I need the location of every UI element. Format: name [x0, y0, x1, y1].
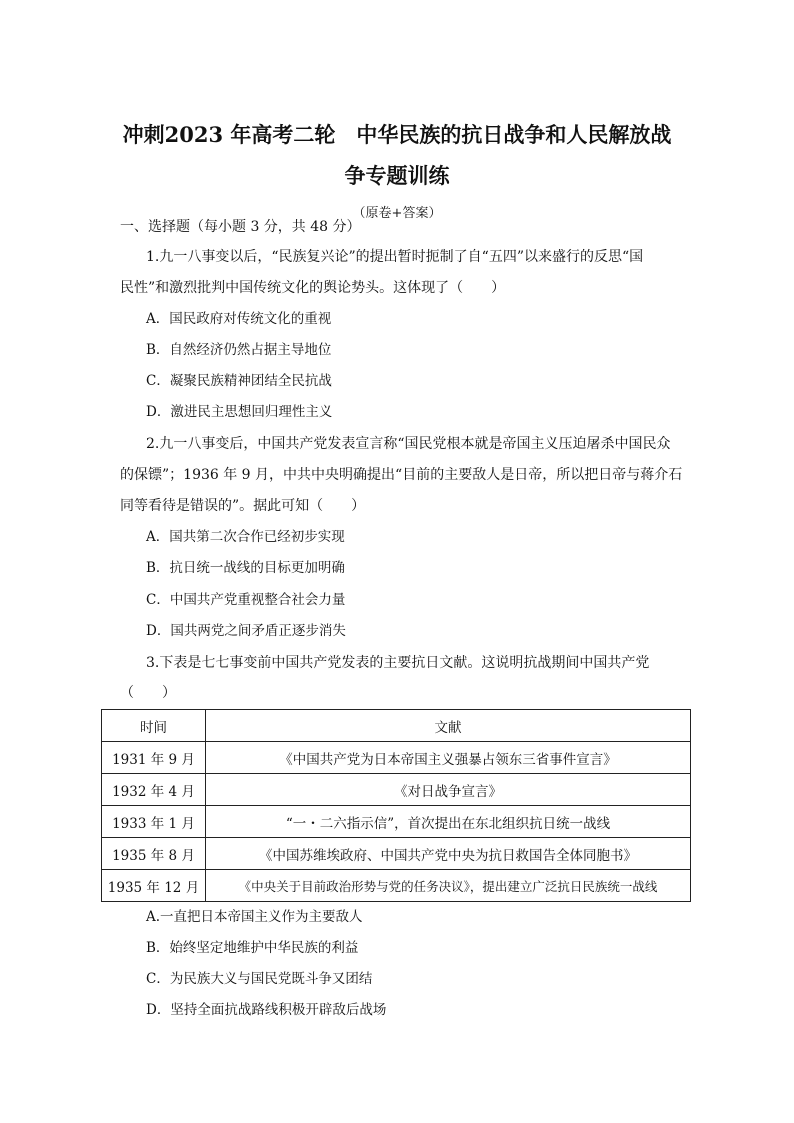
q1-option-d: D．激进民主思想回归理性主义: [146, 404, 333, 420]
q3-option-c: C．为民族大义与国民党既斗争又团结: [146, 971, 373, 987]
q2-option-a: A．国共第二次合作已经初步实现: [146, 529, 345, 545]
q2-option-c: C．中国共产党重视整合社会力量: [146, 592, 346, 608]
table-cell-time: 1935 年 8 月: [102, 838, 206, 870]
table-cell-document: 《中央关于目前政治形势与党的任务决议》，提出建立广泛抗日民族统一战线: [206, 870, 691, 902]
table-row: [102, 838, 691, 870]
table-header-row: [102, 710, 691, 742]
table-cell-time: 1933 年 1 月: [102, 806, 206, 838]
q2-stem-line-1: 2.九一八事变后，中国共产党发表宣言称“国民党根本就是帝国主义压迫屠杀中国民众: [146, 436, 671, 452]
documents-table: [101, 709, 691, 902]
q3-option-a: A.一直把日本帝国主义作为主要敌人: [146, 909, 363, 925]
q2-option-b: B．抗日统一战线的目标更加明确: [146, 560, 345, 576]
q1-stem-line-1: 1.九一八事变以后，“民族复兴论”的提出暂时扼制了自“五四”以来盛行的反思“国: [146, 249, 644, 265]
table-header-time: 时间: [102, 710, 206, 742]
table-cell-time: 1935 年 12 月: [102, 870, 206, 902]
table-cell-document: 《中国共产党为日本帝国主义强暴占领东三省事件宣言》: [206, 742, 691, 774]
q1-option-c: C．凝聚民族精神团结全民抗战: [146, 373, 332, 389]
table-row: [102, 870, 691, 902]
q3-option-d: D．坚持全面抗战路线积极开辟敌后战场: [146, 1002, 387, 1018]
table-row: [102, 806, 691, 838]
title-line-1: 冲刺2023 年高考二轮 中华民族的抗日战争和人民解放战: [122, 122, 672, 147]
q3-option-b: B．始终坚定地维护中华民族的利益: [146, 940, 359, 956]
title-line-2: 争专题训练: [344, 163, 450, 188]
table-cell-time: 1931 年 9 月: [102, 742, 206, 774]
table-header-document: 文献: [206, 710, 691, 742]
q3-stem-line-1: 3.下表是七七事变前中国共产党发表的主要抗日文献。这说明抗战期间中国共产党: [146, 655, 650, 671]
table-cell-document: “一・二六指示信”，首次提出在东北组织抗日统一战线: [206, 806, 691, 838]
q2-stem-line-3: 同等看待是错误的”。据此可知（ ）: [120, 498, 366, 514]
q2-stem-line-2: 的保镖”；1936 年 9 月，中共中央明确提出“目前的主要敌人是日帝，所以把日帝与蒋介石: [120, 467, 683, 483]
subtitle: （原卷+答案）: [352, 206, 442, 221]
table-cell-document: 《对日战争宣言》: [206, 774, 691, 806]
table-cell-document: 《中国苏维埃政府、中国共产党中央为抗日救国告全体同胞书》: [206, 838, 691, 870]
table-row: [102, 742, 691, 774]
q2-option-d: D．国共两党之间矛盾正逐步消失: [146, 623, 346, 639]
q1-option-b: B．自然经济仍然占据主导地位: [146, 342, 332, 358]
q3-stem-line-2: （ ）: [120, 685, 176, 701]
table-row: [102, 774, 691, 806]
section-heading: 一、选择题（每小题 3 分，共 48 分）: [120, 219, 361, 235]
q1-option-a: A．国民政府对传统文化的重视: [146, 311, 332, 327]
q1-stem-line-2: 民性”和激烈批判中国传统文化的舆论势头。这体现了（ ）: [120, 280, 506, 296]
table-cell-time: 1932 年 4 月: [102, 774, 206, 806]
